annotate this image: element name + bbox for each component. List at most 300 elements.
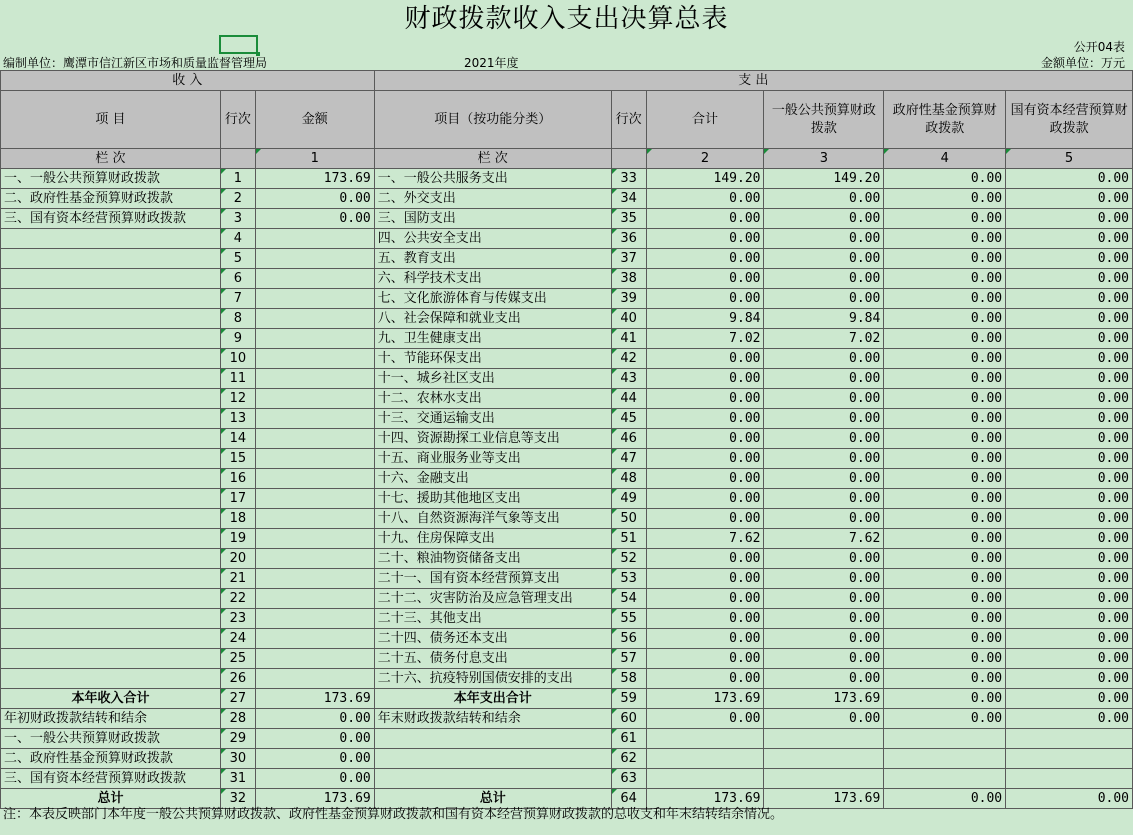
col-label-income[interactable]: 栏 次 (1, 149, 221, 169)
expense-general-cell[interactable]: 0.00 (764, 189, 884, 209)
col-line[interactable]: 行次 (220, 91, 255, 149)
expense-general-cell[interactable]: 0.00 (764, 709, 884, 729)
expense-line-cell[interactable]: 51 (611, 529, 646, 549)
expense-total-cell[interactable]: 0.00 (646, 229, 764, 249)
expense-general-cell[interactable]: 9.84 (764, 309, 884, 329)
expense-line-cell[interactable]: 64 (611, 789, 646, 809)
expense-total-cell[interactable]: 149.20 (646, 169, 764, 189)
income-amount-cell[interactable]: 173.69 (255, 689, 374, 709)
income-line-cell[interactable]: 31 (220, 769, 255, 789)
income-item-cell[interactable] (1, 309, 221, 329)
expense-line-cell[interactable]: 59 (611, 689, 646, 709)
income-item-cell[interactable]: 本年收入合计 (1, 689, 221, 709)
expense-item-cell[interactable]: 二十三、其他支出 (374, 609, 611, 629)
expense-line-cell[interactable]: 45 (611, 409, 646, 429)
expense-line-cell[interactable]: 62 (611, 749, 646, 769)
expense-item-cell[interactable]: 二十一、国有资本经营预算支出 (374, 569, 611, 589)
expense-general-cell[interactable]: 0.00 (764, 549, 884, 569)
expense-state-capital-cell[interactable]: 0.00 (1006, 489, 1133, 509)
expense-gov-fund-cell[interactable] (884, 769, 1006, 789)
expense-state-capital-cell[interactable]: 0.00 (1006, 509, 1133, 529)
expense-item-cell[interactable]: 十四、资源勘探工业信息等支出 (374, 429, 611, 449)
expense-line-cell[interactable]: 55 (611, 609, 646, 629)
expense-line-cell[interactable]: 47 (611, 449, 646, 469)
income-item-cell[interactable]: 一、一般公共预算财政拨款 (1, 729, 221, 749)
income-line-cell[interactable]: 30 (220, 749, 255, 769)
expense-total-cell[interactable] (646, 729, 764, 749)
expense-general-cell[interactable]: 0.00 (764, 489, 884, 509)
expense-total-cell[interactable]: 0.00 (646, 469, 764, 489)
expense-state-capital-cell[interactable]: 0.00 (1006, 549, 1133, 569)
expense-general-cell[interactable]: 0.00 (764, 289, 884, 309)
income-line-cell[interactable]: 25 (220, 649, 255, 669)
expense-state-capital-cell[interactable]: 0.00 (1006, 289, 1133, 309)
expense-item-cell[interactable]: 本年支出合计 (374, 689, 611, 709)
expense-gov-fund-cell[interactable] (884, 749, 1006, 769)
expense-header[interactable]: 支 出 (374, 71, 1132, 91)
income-line-cell[interactable]: 26 (220, 669, 255, 689)
expense-item-cell[interactable]: 八、社会保障和就业支出 (374, 309, 611, 329)
expense-state-capital-cell[interactable]: 0.00 (1006, 789, 1133, 809)
income-amount-cell[interactable] (255, 549, 374, 569)
income-line-cell[interactable]: 16 (220, 469, 255, 489)
expense-total-cell[interactable]: 0.00 (646, 629, 764, 649)
income-amount-cell[interactable]: 0.00 (255, 709, 374, 729)
expense-gov-fund-cell[interactable]: 0.00 (884, 549, 1006, 569)
expense-total-cell[interactable]: 173.69 (646, 689, 764, 709)
income-item-cell[interactable]: 三、国有资本经营预算财政拨款 (1, 209, 221, 229)
income-item-cell[interactable] (1, 589, 221, 609)
income-amount-cell[interactable]: 0.00 (255, 209, 374, 229)
expense-general-cell[interactable] (764, 749, 884, 769)
expense-general-cell[interactable]: 0.00 (764, 449, 884, 469)
expense-line-cell[interactable]: 58 (611, 669, 646, 689)
expense-general-cell[interactable]: 0.00 (764, 569, 884, 589)
expense-item-cell[interactable]: 十、节能环保支出 (374, 349, 611, 369)
income-item-cell[interactable] (1, 249, 221, 269)
income-item-cell[interactable]: 三、国有资本经营预算财政拨款 (1, 769, 221, 789)
income-amount-cell[interactable] (255, 309, 374, 329)
income-line-cell[interactable]: 27 (220, 689, 255, 709)
income-amount-cell[interactable] (255, 389, 374, 409)
income-line-cell[interactable]: 4 (220, 229, 255, 249)
expense-general-cell[interactable] (764, 729, 884, 749)
expense-line-cell[interactable]: 43 (611, 369, 646, 389)
expense-line-cell[interactable]: 61 (611, 729, 646, 749)
expense-state-capital-cell[interactable]: 0.00 (1006, 389, 1133, 409)
expense-general-cell[interactable]: 0.00 (764, 229, 884, 249)
col-general[interactable]: 一般公共预算财政拨款 (764, 91, 884, 149)
expense-line-cell[interactable]: 34 (611, 189, 646, 209)
expense-gov-fund-cell[interactable]: 0.00 (884, 369, 1006, 389)
expense-total-cell[interactable]: 0.00 (646, 289, 764, 309)
expense-gov-fund-cell[interactable]: 0.00 (884, 409, 1006, 429)
expense-item-cell[interactable] (374, 749, 611, 769)
income-amount-cell[interactable] (255, 249, 374, 269)
expense-gov-fund-cell[interactable]: 0.00 (884, 569, 1006, 589)
expense-total-cell[interactable]: 0.00 (646, 449, 764, 469)
col-item-func[interactable]: 项目（按功能分类） (374, 91, 611, 149)
expense-line-cell[interactable]: 38 (611, 269, 646, 289)
income-item-cell[interactable] (1, 389, 221, 409)
expense-state-capital-cell[interactable]: 0.00 (1006, 669, 1133, 689)
expense-gov-fund-cell[interactable]: 0.00 (884, 289, 1006, 309)
income-item-cell[interactable] (1, 569, 221, 589)
expense-general-cell[interactable]: 0.00 (764, 389, 884, 409)
income-line-cell[interactable]: 3 (220, 209, 255, 229)
expense-general-cell[interactable]: 0.00 (764, 249, 884, 269)
income-line-cell[interactable]: 6 (220, 269, 255, 289)
expense-item-cell[interactable]: 一、一般公共服务支出 (374, 169, 611, 189)
expense-gov-fund-cell[interactable]: 0.00 (884, 349, 1006, 369)
expense-gov-fund-cell[interactable]: 0.00 (884, 789, 1006, 809)
expense-item-cell[interactable]: 十九、住房保障支出 (374, 529, 611, 549)
expense-gov-fund-cell[interactable]: 0.00 (884, 429, 1006, 449)
expense-general-cell[interactable]: 0.00 (764, 269, 884, 289)
income-amount-cell[interactable] (255, 589, 374, 609)
expense-gov-fund-cell[interactable]: 0.00 (884, 389, 1006, 409)
expense-general-cell[interactable]: 0.00 (764, 509, 884, 529)
expense-total-cell[interactable]: 0.00 (646, 209, 764, 229)
income-line-cell[interactable]: 24 (220, 629, 255, 649)
expense-total-cell[interactable]: 0.00 (646, 509, 764, 529)
income-item-cell[interactable] (1, 449, 221, 469)
income-item-cell[interactable] (1, 429, 221, 449)
income-item-cell[interactable] (1, 649, 221, 669)
income-amount-cell[interactable] (255, 669, 374, 689)
expense-gov-fund-cell[interactable]: 0.00 (884, 329, 1006, 349)
income-amount-cell[interactable] (255, 509, 374, 529)
expense-line-cell[interactable]: 56 (611, 629, 646, 649)
expense-line-cell[interactable]: 54 (611, 589, 646, 609)
expense-gov-fund-cell[interactable]: 0.00 (884, 189, 1006, 209)
income-item-cell[interactable] (1, 669, 221, 689)
expense-total-cell[interactable]: 7.62 (646, 529, 764, 549)
expense-item-cell[interactable]: 十五、商业服务业等支出 (374, 449, 611, 469)
expense-state-capital-cell[interactable]: 0.00 (1006, 429, 1133, 449)
expense-state-capital-cell[interactable]: 0.00 (1006, 329, 1133, 349)
expense-state-capital-cell[interactable]: 0.00 (1006, 229, 1133, 249)
income-amount-cell[interactable] (255, 649, 374, 669)
income-line-cell[interactable]: 2 (220, 189, 255, 209)
income-line-cell[interactable]: 7 (220, 289, 255, 309)
expense-state-capital-cell[interactable]: 0.00 (1006, 369, 1133, 389)
col-number-2[interactable]: 2 (646, 149, 764, 169)
expense-item-cell[interactable]: 七、文化旅游体育与传媒支出 (374, 289, 611, 309)
income-item-cell[interactable] (1, 529, 221, 549)
income-line-cell[interactable]: 5 (220, 249, 255, 269)
income-item-cell[interactable]: 二、政府性基金预算财政拨款 (1, 189, 221, 209)
expense-total-cell[interactable]: 0.00 (646, 489, 764, 509)
expense-item-cell[interactable]: 二十五、债务付息支出 (374, 649, 611, 669)
expense-item-cell[interactable]: 十二、农林水支出 (374, 389, 611, 409)
expense-gov-fund-cell[interactable]: 0.00 (884, 269, 1006, 289)
col-number-1[interactable]: 1 (255, 149, 374, 169)
expense-item-cell[interactable]: 总计 (374, 789, 611, 809)
expense-total-cell[interactable]: 0.00 (646, 409, 764, 429)
expense-item-cell[interactable]: 五、教育支出 (374, 249, 611, 269)
expense-general-cell[interactable]: 173.69 (764, 689, 884, 709)
expense-gov-fund-cell[interactable]: 0.00 (884, 209, 1006, 229)
expense-item-cell[interactable]: 二十、粮油物资储备支出 (374, 549, 611, 569)
expense-state-capital-cell[interactable]: 0.00 (1006, 189, 1133, 209)
expense-general-cell[interactable]: 7.62 (764, 529, 884, 549)
income-amount-cell[interactable]: 0.00 (255, 769, 374, 789)
expense-item-cell[interactable]: 二十四、债务还本支出 (374, 629, 611, 649)
income-line-cell[interactable]: 12 (220, 389, 255, 409)
expense-state-capital-cell[interactable]: 0.00 (1006, 269, 1133, 289)
income-amount-cell[interactable] (255, 449, 374, 469)
expense-gov-fund-cell[interactable]: 0.00 (884, 489, 1006, 509)
income-amount-cell[interactable] (255, 229, 374, 249)
income-header[interactable]: 收 入 (1, 71, 375, 91)
income-item-cell[interactable] (1, 629, 221, 649)
income-item-cell[interactable]: 二、政府性基金预算财政拨款 (1, 749, 221, 769)
expense-general-cell[interactable]: 0.00 (764, 209, 884, 229)
expense-gov-fund-cell[interactable]: 0.00 (884, 689, 1006, 709)
expense-item-cell[interactable]: 九、卫生健康支出 (374, 329, 611, 349)
expense-item-cell[interactable]: 十八、自然资源海洋气象等支出 (374, 509, 611, 529)
income-amount-cell[interactable] (255, 429, 374, 449)
expense-item-cell[interactable]: 六、科学技术支出 (374, 269, 611, 289)
expense-total-cell[interactable] (646, 749, 764, 769)
expense-general-cell[interactable]: 0.00 (764, 589, 884, 609)
selected-cell[interactable] (219, 35, 258, 54)
income-line-cell[interactable]: 11 (220, 369, 255, 389)
expense-total-cell[interactable] (646, 769, 764, 789)
income-item-cell[interactable] (1, 269, 221, 289)
expense-total-cell[interactable]: 0.00 (646, 349, 764, 369)
income-amount-cell[interactable]: 0.00 (255, 189, 374, 209)
income-item-cell[interactable]: 一、一般公共预算财政拨款 (1, 169, 221, 189)
expense-state-capital-cell[interactable]: 0.00 (1006, 449, 1133, 469)
expense-general-cell[interactable]: 0.00 (764, 469, 884, 489)
expense-item-cell[interactable]: 十一、城乡社区支出 (374, 369, 611, 389)
expense-gov-fund-cell[interactable]: 0.00 (884, 169, 1006, 189)
expense-general-cell[interactable]: 0.00 (764, 369, 884, 389)
expense-line-cell[interactable]: 36 (611, 229, 646, 249)
expense-state-capital-cell[interactable]: 0.00 (1006, 629, 1133, 649)
expense-line-cell[interactable]: 57 (611, 649, 646, 669)
expense-gov-fund-cell[interactable]: 0.00 (884, 589, 1006, 609)
expense-general-cell[interactable]: 7.02 (764, 329, 884, 349)
income-amount-cell[interactable] (255, 609, 374, 629)
expense-general-cell[interactable]: 0.00 (764, 649, 884, 669)
expense-total-cell[interactable]: 0.00 (646, 709, 764, 729)
expense-gov-fund-cell[interactable]: 0.00 (884, 509, 1006, 529)
income-line-cell[interactable]: 8 (220, 309, 255, 329)
expense-state-capital-cell[interactable]: 0.00 (1006, 689, 1133, 709)
income-item-cell[interactable] (1, 509, 221, 529)
expense-item-cell[interactable]: 四、公共安全支出 (374, 229, 611, 249)
expense-state-capital-cell[interactable]: 0.00 (1006, 309, 1133, 329)
income-line-cell[interactable]: 13 (220, 409, 255, 429)
expense-state-capital-cell[interactable]: 0.00 (1006, 249, 1133, 269)
expense-total-cell[interactable]: 0.00 (646, 649, 764, 669)
income-line-cell[interactable]: 15 (220, 449, 255, 469)
expense-gov-fund-cell[interactable]: 0.00 (884, 629, 1006, 649)
expense-gov-fund-cell[interactable] (884, 729, 1006, 749)
expense-total-cell[interactable]: 0.00 (646, 269, 764, 289)
expense-gov-fund-cell[interactable]: 0.00 (884, 469, 1006, 489)
expense-line-cell[interactable]: 63 (611, 769, 646, 789)
expense-gov-fund-cell[interactable]: 0.00 (884, 609, 1006, 629)
expense-line-cell[interactable]: 52 (611, 549, 646, 569)
col-item[interactable]: 项 目 (1, 91, 221, 149)
income-line-cell[interactable]: 9 (220, 329, 255, 349)
income-item-cell[interactable] (1, 609, 221, 629)
expense-state-capital-cell[interactable]: 0.00 (1006, 649, 1133, 669)
expense-total-cell[interactable]: 7.02 (646, 329, 764, 349)
expense-gov-fund-cell[interactable]: 0.00 (884, 669, 1006, 689)
income-line-cell[interactable]: 22 (220, 589, 255, 609)
col-total[interactable]: 合计 (646, 91, 764, 149)
expense-state-capital-cell[interactable]: 0.00 (1006, 349, 1133, 369)
expense-line-cell[interactable]: 41 (611, 329, 646, 349)
expense-item-cell[interactable]: 二十六、抗疫特别国债安排的支出 (374, 669, 611, 689)
expense-general-cell[interactable]: 149.20 (764, 169, 884, 189)
income-line-cell[interactable]: 29 (220, 729, 255, 749)
income-line-cell[interactable]: 20 (220, 549, 255, 569)
col-amount[interactable]: 金额 (255, 91, 374, 149)
income-item-cell[interactable]: 总计 (1, 789, 221, 809)
income-item-cell[interactable] (1, 369, 221, 389)
col-line-exp[interactable]: 行次 (611, 91, 646, 149)
expense-gov-fund-cell[interactable]: 0.00 (884, 649, 1006, 669)
income-item-cell[interactable] (1, 469, 221, 489)
expense-general-cell[interactable]: 0.00 (764, 409, 884, 429)
expense-gov-fund-cell[interactable]: 0.00 (884, 249, 1006, 269)
income-line-cell[interactable]: 18 (220, 509, 255, 529)
expense-total-cell[interactable]: 0.00 (646, 589, 764, 609)
expense-gov-fund-cell[interactable]: 0.00 (884, 229, 1006, 249)
expense-general-cell[interactable]: 0.00 (764, 609, 884, 629)
income-line-cell[interactable]: 10 (220, 349, 255, 369)
expense-line-cell[interactable]: 50 (611, 509, 646, 529)
expense-total-cell[interactable]: 0.00 (646, 369, 764, 389)
income-item-cell[interactable] (1, 409, 221, 429)
expense-total-cell[interactable]: 0.00 (646, 189, 764, 209)
expense-line-cell[interactable]: 37 (611, 249, 646, 269)
expense-item-cell[interactable] (374, 729, 611, 749)
income-amount-cell[interactable] (255, 349, 374, 369)
expense-state-capital-cell[interactable]: 0.00 (1006, 589, 1133, 609)
expense-item-cell[interactable]: 十三、交通运输支出 (374, 409, 611, 429)
income-amount-cell[interactable] (255, 409, 374, 429)
expense-item-cell[interactable]: 三、国防支出 (374, 209, 611, 229)
expense-state-capital-cell[interactable]: 0.00 (1006, 529, 1133, 549)
expense-state-capital-cell[interactable]: 0.00 (1006, 609, 1133, 629)
expense-state-capital-cell[interactable]: 0.00 (1006, 409, 1133, 429)
expense-state-capital-cell[interactable]: 0.00 (1006, 169, 1133, 189)
expense-line-cell[interactable]: 42 (611, 349, 646, 369)
income-line-cell[interactable]: 23 (220, 609, 255, 629)
income-amount-cell[interactable] (255, 329, 374, 349)
expense-line-cell[interactable]: 49 (611, 489, 646, 509)
col-gov-fund[interactable]: 政府性基金预算财政拨款 (884, 91, 1006, 149)
income-item-cell[interactable] (1, 229, 221, 249)
col-label-blank-exp[interactable] (611, 149, 646, 169)
expense-general-cell[interactable]: 0.00 (764, 349, 884, 369)
expense-total-cell[interactable]: 0.00 (646, 549, 764, 569)
expense-gov-fund-cell[interactable]: 0.00 (884, 449, 1006, 469)
expense-line-cell[interactable]: 48 (611, 469, 646, 489)
expense-item-cell[interactable]: 二十二、灾害防治及应急管理支出 (374, 589, 611, 609)
income-amount-cell[interactable] (255, 289, 374, 309)
col-label-blank[interactable] (220, 149, 255, 169)
col-number-3[interactable]: 3 (764, 149, 884, 169)
income-amount-cell[interactable]: 173.69 (255, 169, 374, 189)
expense-state-capital-cell[interactable]: 0.00 (1006, 469, 1133, 489)
income-amount-cell[interactable]: 0.00 (255, 729, 374, 749)
income-item-cell[interactable] (1, 349, 221, 369)
expense-gov-fund-cell[interactable]: 0.00 (884, 529, 1006, 549)
expense-general-cell[interactable]: 0.00 (764, 629, 884, 649)
expense-gov-fund-cell[interactable]: 0.00 (884, 709, 1006, 729)
income-item-cell[interactable] (1, 549, 221, 569)
expense-line-cell[interactable]: 44 (611, 389, 646, 409)
col-label-expense[interactable]: 栏 次 (374, 149, 611, 169)
income-amount-cell[interactable] (255, 469, 374, 489)
expense-total-cell[interactable]: 0.00 (646, 389, 764, 409)
expense-state-capital-cell[interactable]: 0.00 (1006, 569, 1133, 589)
expense-general-cell[interactable]: 0.00 (764, 669, 884, 689)
expense-total-cell[interactable]: 0.00 (646, 429, 764, 449)
income-line-cell[interactable]: 19 (220, 529, 255, 549)
income-line-cell[interactable]: 1 (220, 169, 255, 189)
income-line-cell[interactable]: 32 (220, 789, 255, 809)
income-item-cell[interactable]: 年初财政拨款结转和结余 (1, 709, 221, 729)
expense-item-cell[interactable] (374, 769, 611, 789)
expense-item-cell[interactable]: 十七、援助其他地区支出 (374, 489, 611, 509)
expense-line-cell[interactable]: 39 (611, 289, 646, 309)
income-amount-cell[interactable] (255, 489, 374, 509)
income-line-cell[interactable]: 14 (220, 429, 255, 449)
expense-total-cell[interactable]: 0.00 (646, 669, 764, 689)
col-number-4[interactable]: 4 (884, 149, 1006, 169)
expense-state-capital-cell[interactable]: 0.00 (1006, 709, 1133, 729)
income-amount-cell[interactable] (255, 569, 374, 589)
expense-line-cell[interactable]: 53 (611, 569, 646, 589)
expense-line-cell[interactable]: 33 (611, 169, 646, 189)
expense-state-capital-cell[interactable] (1006, 729, 1133, 749)
income-amount-cell[interactable] (255, 629, 374, 649)
expense-item-cell[interactable]: 十六、金融支出 (374, 469, 611, 489)
income-amount-cell[interactable]: 0.00 (255, 749, 374, 769)
expense-total-cell[interactable]: 173.69 (646, 789, 764, 809)
expense-total-cell[interactable]: 0.00 (646, 569, 764, 589)
expense-total-cell[interactable]: 0.00 (646, 609, 764, 629)
income-amount-cell[interactable]: 173.69 (255, 789, 374, 809)
income-amount-cell[interactable] (255, 369, 374, 389)
expense-item-cell[interactable]: 年末财政拨款结转和结余 (374, 709, 611, 729)
income-line-cell[interactable]: 17 (220, 489, 255, 509)
income-line-cell[interactable]: 21 (220, 569, 255, 589)
income-amount-cell[interactable] (255, 269, 374, 289)
expense-line-cell[interactable]: 35 (611, 209, 646, 229)
expense-line-cell[interactable]: 40 (611, 309, 646, 329)
income-amount-cell[interactable] (255, 529, 374, 549)
income-item-cell[interactable] (1, 489, 221, 509)
expense-total-cell[interactable]: 0.00 (646, 249, 764, 269)
expense-total-cell[interactable]: 9.84 (646, 309, 764, 329)
col-number-5[interactable]: 5 (1006, 149, 1133, 169)
expense-general-cell[interactable]: 173.69 (764, 789, 884, 809)
expense-item-cell[interactable]: 二、外交支出 (374, 189, 611, 209)
expense-line-cell[interactable]: 46 (611, 429, 646, 449)
expense-line-cell[interactable]: 60 (611, 709, 646, 729)
income-item-cell[interactable] (1, 289, 221, 309)
